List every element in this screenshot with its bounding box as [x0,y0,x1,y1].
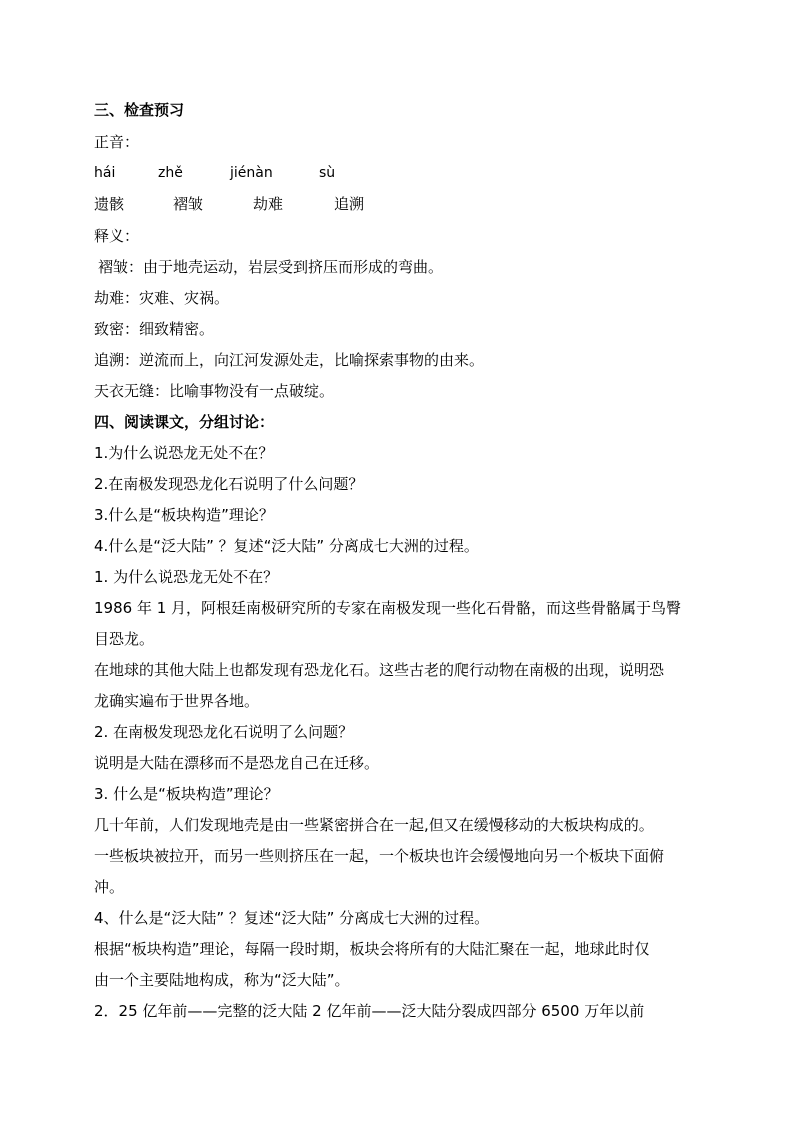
word-yihai: 遗骸 [94,195,125,213]
section4-heading: 四、阅读课文，分组讨论： [94,413,275,431]
answer-line: 3. 什么是“板块构造”理论？ [94,785,279,803]
question-item: 2.在南极发现恐龙化石说明了什么问题？ [94,475,364,493]
answer-line: 一些板块被拉开，而另一些则挤压在一起，一个板块也许会缓慢地向另一个板块下面俯 [94,847,665,865]
answer-line: 2．25 亿年前——完整的泛大陆 2 亿年前——泛大陆分裂成四部分 6500 万年以前 [94,1002,645,1020]
definition-item: 劫难：灾难、灾祸。 [94,289,230,307]
question-item: 1.为什么说恐龙无处不在？ [94,444,274,462]
definition-item: 追溯：逆流而上，向江河发源处走，比喻探索事物的由来。 [94,351,485,369]
definition-item: 致密：细致精密。 [94,320,215,338]
pinyin-hai: hái [94,165,116,181]
answer-line: 1. 为什么说恐龙无处不在？ [94,568,279,586]
answer-line: 目恐龙。 [94,630,155,648]
word-jienan: 劫难 [253,195,284,213]
answer-line: 2. 在南极发现恐龙化石说明了么问题？ [94,723,354,741]
question-item: 4.什么是“泛大陆” ？复述“泛大陆” 分离成七大洲的过程。 [94,537,479,555]
pinyin-jienan: jiénàn [230,165,273,181]
question-item: 3.什么是“板块构造”理论？ [94,506,274,524]
answer-line: 根据“板块构造”理论，每隔一段时期，板块会将所有的大陆汇聚在一起，地球此时仅 [94,940,650,958]
definition-item: 褶皱：由于地壳运动，岩层受到挤压而形成的弯曲。 [98,258,444,276]
section3-heading: 三、检查预习 [94,101,185,119]
answer-line: 由一个主要陆地构成，称为“泛大陆”。 [94,971,350,989]
zhengyin-label: 正音： [94,133,140,151]
answer-line: 说明是大陆在漂移而不是恐龙自己在迁移。 [94,754,380,772]
answer-line: 4、什么是“泛大陆” ？复述“泛大陆” 分离成七大洲的过程。 [94,909,490,927]
answer-line: 龙确实遍布于世界各地。 [94,692,260,710]
answer-line: 1986 年 1 月，阿根廷南极研究所的专家在南极发现一些化石骨骼，而这些骨骼属于鸟臀 [94,599,682,617]
definition-item: 天衣无缝：比喻事物没有一点破绽。 [94,382,335,400]
word-zhezhou: 褶皱 [173,195,204,213]
shiyi-label: 释义： [94,227,140,245]
answer-line: 几十年前，人们发现地壳是由一些紧密拼合在一起,但又在缓慢移动的大板块构成的。 [94,816,654,834]
pinyin-zhe: zhě [158,165,183,181]
pinyin-su: sù [319,165,336,181]
answer-line: 在地球的其他大陆上也都发现有恐龙化石。这些古老的爬行动物在南极的出现，说明恐 [94,661,665,679]
answer-line: 冲。 [94,878,125,896]
word-zhuisu: 追溯 [334,195,365,213]
